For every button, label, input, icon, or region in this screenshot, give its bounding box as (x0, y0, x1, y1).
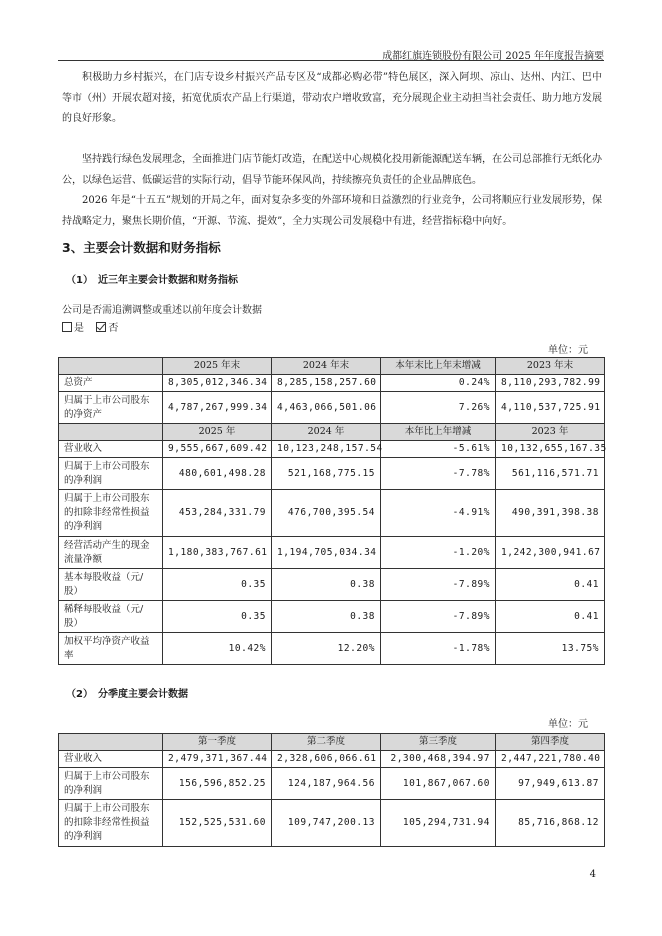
value-cell: -1.78% (381, 633, 496, 665)
value-cell: 2,300,468,394.97 (381, 751, 496, 768)
value-cell: 1,194,705,034.34 (272, 537, 381, 569)
restate-question: 公司是否需追溯调整或重述以前年度会计数据 (62, 305, 262, 316)
row-label: 归属于上市公司股东的净利润 (59, 768, 163, 800)
table-row (59, 392, 605, 424)
value-cell: 7.26% (381, 392, 496, 424)
header-cell (59, 734, 163, 751)
value-cell: 0.35 (163, 601, 272, 633)
header-cell: 本年比上年增减 (381, 424, 496, 441)
table-header-row (59, 358, 605, 375)
table-row (59, 458, 605, 490)
paragraph-outlook: 2026 年是“十五五”规划的开局之年，面对复杂多变的外部环境和日益激烈的行业竞争，公司将顺应行业发展形势，保持战略定力，聚焦长期价值，“开源、节流、提效”，全力实现公司发展稳中有进，经营指标稳中向好。 (62, 195, 602, 227)
option-yes: 是 (74, 323, 84, 334)
row-label: 基本每股收益（元/股） (59, 569, 163, 601)
row-label: 营业收入 (59, 441, 163, 458)
header-cell: 2023 年 (496, 424, 605, 441)
header-rule (58, 60, 604, 61)
value-cell: -5.61% (381, 441, 496, 458)
table-row (59, 569, 605, 601)
paragraph-green: 坚持践行绿色发展理念，全面推进门店节能灯改造，在配送中心规模化投用新能源配送车辆，在公司总部推行无纸化办公，以绿色运营、低碳运营的实际行动，倡导节能环保风尚，持续擦亮负责任的企业品牌底色。 (62, 154, 602, 186)
table-header-row (59, 734, 605, 751)
value-cell: 2,447,221,780.40 (496, 751, 605, 768)
option-no: 否 (108, 323, 119, 334)
value-cell: 480,601,498.28 (163, 458, 272, 490)
value-cell: 13.75% (496, 633, 605, 665)
value-cell: 97,949,613.87 (496, 768, 605, 800)
header-cell (59, 424, 163, 441)
paragraph-rural: 积极助力乡村振兴，在门店专设乡村振兴产品专区及“成都必购必带”特色展区，深入阿坝、凉山、达州、内江、巴中等市（州）开展农超对接，拓宽优质农产品上行渠道，带动农户增收致富，充分展现企业主动担当社会责任、助力地方发展的良好形象。 (62, 72, 602, 124)
value-cell: 1,242,300,941.67 (496, 537, 605, 569)
value-cell: 0.41 (496, 569, 605, 601)
header-cell (59, 358, 163, 375)
value-cell: -4.91% (381, 490, 496, 537)
value-cell: 8,305,012,346.34 (163, 375, 272, 392)
value-cell: 453,284,331.79 (163, 490, 272, 537)
table-header-row (59, 424, 605, 441)
annual-data-table (58, 357, 605, 665)
value-cell: -7.78% (381, 458, 496, 490)
value-cell: 10,132,655,167.35 (496, 441, 605, 458)
value-cell: 156,596,852.25 (163, 768, 272, 800)
value-cell: 12.20% (272, 633, 381, 665)
value-cell: 4,787,267,999.34 (163, 392, 272, 424)
row-label: 经营活动产生的现金流量净额 (59, 537, 163, 569)
unit-label-2: 单位：元 (548, 719, 588, 730)
row-label: 营业收入 (59, 751, 163, 768)
header-cell: 2025 年 (163, 424, 272, 441)
value-cell: 85,716,868.12 (496, 800, 605, 847)
header-cell: 2023 年末 (496, 358, 605, 375)
value-cell: 124,187,964.56 (272, 768, 381, 800)
header-cell: 第四季度 (496, 734, 605, 751)
unit-label-1: 单位：元 (548, 345, 588, 356)
table-row (59, 768, 605, 800)
checkbox-checked-icon (96, 322, 106, 332)
report-header: 成都红旗连锁股份有限公司 2025 年年度报告摘要 (382, 51, 604, 62)
row-label: 归属于上市公司股东的扣除非经常性损益的净利润 (59, 800, 163, 847)
value-cell: 561,116,571.71 (496, 458, 605, 490)
header-cell: 2024 年末 (272, 358, 381, 375)
value-cell: 8,285,158,257.60 (272, 375, 381, 392)
value-cell: 8,110,293,782.99 (496, 375, 605, 392)
value-cell: 10.42% (163, 633, 272, 665)
checkbox-empty-icon (62, 322, 72, 332)
table-row (59, 441, 605, 458)
header-cell: 2025 年末 (163, 358, 272, 375)
row-label: 加权平均净资产收益率 (59, 633, 163, 665)
table-row (59, 800, 605, 847)
row-label: 总资产 (59, 375, 163, 392)
value-cell: 0.41 (496, 601, 605, 633)
value-cell: 152,525,531.60 (163, 800, 272, 847)
table-row (59, 751, 605, 768)
value-cell: 0.38 (272, 601, 381, 633)
value-cell: 101,867,067.60 (381, 768, 496, 800)
table-row (59, 537, 605, 569)
value-cell: 9,555,667,609.42 (163, 441, 272, 458)
row-label: 归属于上市公司股东的净利润 (59, 458, 163, 490)
table-row (59, 490, 605, 537)
value-cell: 10,123,248,157.54 (272, 441, 381, 458)
table-row (59, 601, 605, 633)
row-label: 归属于上市公司股东的净资产 (59, 392, 163, 424)
value-cell: 1,180,383,767.61 (163, 537, 272, 569)
sub2-title: （2） 分季度主要会计数据 (66, 689, 188, 700)
value-cell: 521,168,775.15 (272, 458, 381, 490)
value-cell: 105,294,731.94 (381, 800, 496, 847)
section-title: 3、主要会计数据和财务指标 (62, 240, 221, 255)
value-cell: 109,747,200.13 (272, 800, 381, 847)
value-cell: 490,391,398.38 (496, 490, 605, 537)
table-row (59, 375, 605, 392)
header-cell: 第一季度 (163, 734, 272, 751)
value-cell: 0.38 (272, 569, 381, 601)
page-number: 4 (589, 869, 596, 880)
header-cell: 第三季度 (381, 734, 496, 751)
row-label: 归属于上市公司股东的扣除非经常性损益的净利润 (59, 490, 163, 537)
value-cell: -1.20% (381, 537, 496, 569)
value-cell: 4,463,066,501.06 (272, 392, 381, 424)
value-cell: 0.35 (163, 569, 272, 601)
header-cell: 第二季度 (272, 734, 381, 751)
table-row (59, 633, 605, 665)
header-cell: 2024 年 (272, 424, 381, 441)
value-cell: 0.24% (381, 375, 496, 392)
value-cell: 2,328,606,066.61 (272, 751, 381, 768)
value-cell: -7.89% (381, 601, 496, 633)
value-cell: 4,110,537,725.91 (496, 392, 605, 424)
value-cell: -7.89% (381, 569, 496, 601)
sub1-title: （1） 近三年主要会计数据和财务指标 (66, 275, 238, 286)
restate-options (62, 319, 118, 334)
header-cell: 本年末比上年末增减 (381, 358, 496, 375)
quarterly-data-table (58, 733, 605, 847)
value-cell: 476,700,395.54 (272, 490, 381, 537)
value-cell: 2,479,371,367.44 (163, 751, 272, 768)
row-label: 稀释每股收益（元/股） (59, 601, 163, 633)
